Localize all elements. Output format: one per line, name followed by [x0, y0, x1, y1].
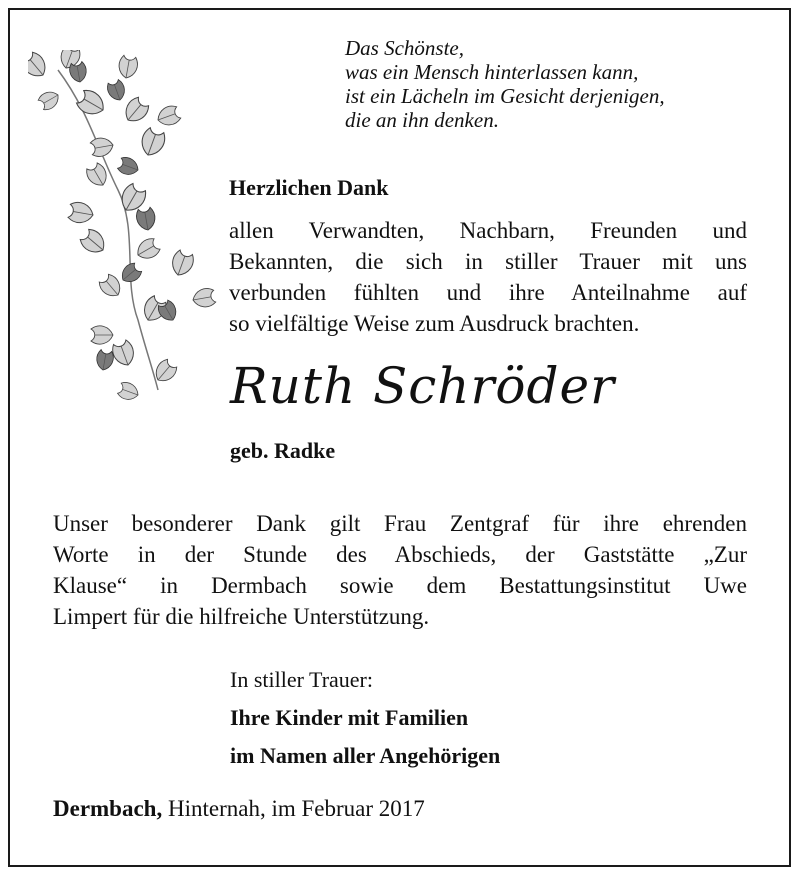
acknowledgement-line: Klause“ in Dermbach sowie dem Bestattungsinstitut Uwe	[53, 573, 747, 598]
birth-name: geb. Radke	[230, 438, 336, 463]
thanks-line: Bekannten, die sich in stiller Trauer mit uns	[229, 249, 747, 274]
closing-signature-line: Ihre Kinder mit Familien	[230, 705, 469, 730]
thanks-heading: Herzlichen Dank	[229, 175, 389, 200]
place-date-rest: Hinternah, im Februar 2017	[167, 796, 425, 821]
acknowledgement-line: Unser besonderer Dank gilt Frau Zentgraf für ihre ehrenden	[53, 511, 747, 536]
thanks-line: so vielfältige Weise zum Ausdruck brachten.	[229, 311, 640, 336]
closing-intro: In stiller Trauer:	[230, 667, 373, 692]
acknowledgement-line: Worte in der Stunde des Abschieds, der Gaststätte „Zur	[53, 542, 747, 567]
thanks-text	[229, 215, 747, 339]
place-bold: Dermbach,	[53, 796, 163, 821]
memorial-quote	[345, 36, 665, 132]
thanks-line: verbunden fühlten und ihre Anteilnahme auf	[229, 280, 747, 305]
thanks-line: allen Verwandten, Nachbarn, Freunden und	[229, 218, 747, 243]
quote-line: Das Schönste,	[345, 36, 464, 60]
quote-line: die an ihn denken.	[345, 108, 499, 132]
deceased-name: Ruth Schröder	[230, 357, 615, 415]
quote-line: ist ein Lächeln im Gesicht derjenigen,	[345, 84, 665, 108]
closing-signature-line: im Namen aller Angehörigen	[230, 743, 501, 768]
ivy-decoration	[28, 50, 218, 410]
acknowledgement-line: Limpert für die hilfreiche Unterstützung.	[53, 604, 430, 629]
place-date	[53, 796, 425, 822]
quote-line: was ein Mensch hinterlassen kann,	[345, 60, 639, 84]
acknowledgement-text	[53, 508, 747, 632]
